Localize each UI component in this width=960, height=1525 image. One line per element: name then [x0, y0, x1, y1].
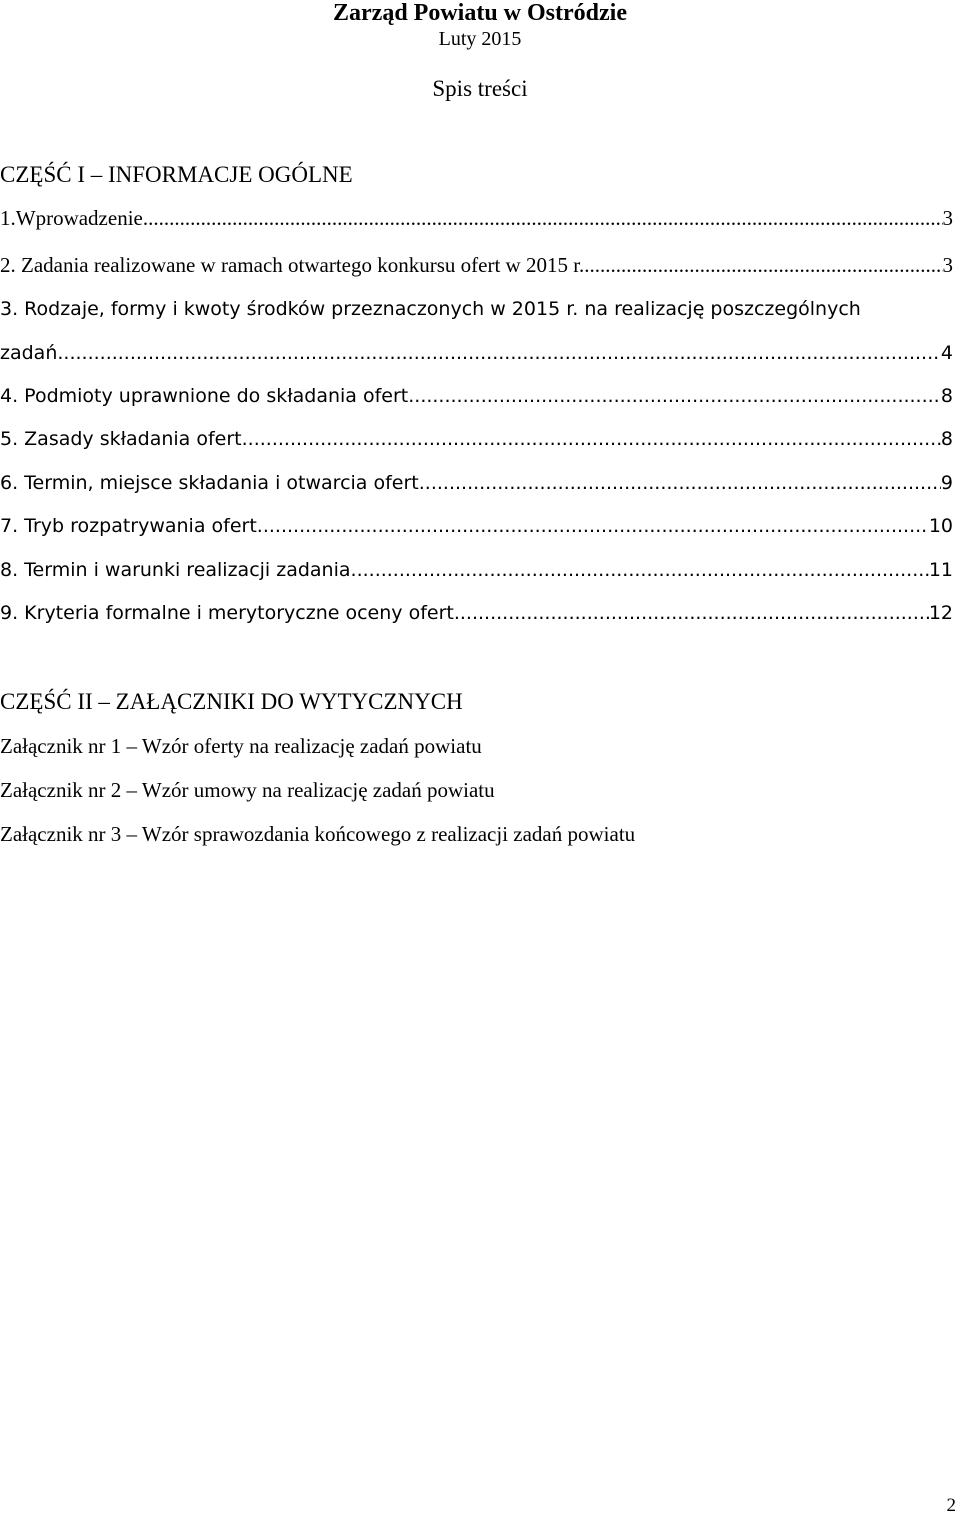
- toc-entry-page: 12: [928, 602, 953, 624]
- dot-leader: [454, 600, 929, 626]
- toc-entry-page: 3: [942, 253, 953, 277]
- toc-entry-deadline-place[interactable]: [0, 470, 953, 496]
- toc-entry-label: 2. Zadania realizowane w ramach otwartego konkursu ofert w 2015 r.: [0, 253, 585, 277]
- toc-entry-label: 5. Zasady składania ofert: [0, 428, 242, 450]
- toc-entry-evaluation-criteria[interactable]: [0, 600, 953, 626]
- toc-entry-page: 10: [928, 515, 953, 537]
- annex-1[interactable]: Załącznik nr 1 – Wzór oferty na realizację zadań powiatu: [0, 734, 482, 758]
- annex-2[interactable]: Załącznik nr 2 – Wzór umowy na realizację zadań powiatu: [0, 778, 495, 802]
- toc-entry-label: 9. Kryteria formalne i merytoryczne oceny ofert: [0, 602, 454, 624]
- toc-entry-label: 8. Termin i warunki realizacji zadania: [0, 559, 351, 581]
- toc-entry-page: 4: [940, 342, 953, 364]
- toc-entry-page: 9: [940, 472, 953, 494]
- dot-leader: [419, 470, 941, 496]
- toc-entry-funding-line1[interactable]: 3. Rodzaje, formy i kwoty środków przeznaczonych w 2015 r. na realizację poszczególnych: [0, 298, 861, 320]
- part2-heading: CZĘŚĆ II – ZAŁĄCZNIKI DO WYTYCZNYCH: [0, 689, 463, 714]
- toc-entry-label: 7. Tryb rozpatrywania ofert: [0, 515, 257, 537]
- toc-entry-label: 4. Podmioty uprawnione do składania ofert: [0, 385, 409, 407]
- dot-leader: [57, 340, 941, 366]
- toc-entry-submission-rules[interactable]: [0, 426, 953, 452]
- document-date: Luty 2015: [438, 28, 522, 50]
- toc-entry-funding-line2[interactable]: [0, 340, 953, 366]
- toc-entry-page: 11: [928, 559, 953, 581]
- toc-entry-tasks[interactable]: [0, 252, 953, 278]
- toc-entry-page: 8: [940, 428, 953, 450]
- part1-heading: CZĘŚĆ I – INFORMACJE OGÓLNE: [0, 162, 353, 187]
- dot-leader: [408, 383, 941, 409]
- page-number: 2: [946, 1495, 956, 1516]
- toc-entry-label: zadań: [0, 342, 58, 364]
- dot-leader: [143, 205, 943, 231]
- annex-3[interactable]: Załącznik nr 3 – Wzór sprawozdania końcowego z realizacji zadań powiatu: [0, 822, 636, 846]
- dot-leader: [584, 252, 942, 278]
- dot-leader: [257, 513, 929, 539]
- toc-heading: Spis treści: [432, 76, 528, 101]
- toc-entry-label: 1.Wprowadzenie: [0, 206, 143, 230]
- toc-entry-implementation-terms[interactable]: [0, 557, 953, 583]
- toc-entry-eligible-entities[interactable]: [0, 383, 953, 409]
- toc-entry-review-procedure[interactable]: [0, 513, 953, 539]
- toc-entry-page: 8: [940, 385, 953, 407]
- document-title: Zarząd Powiatu w Ostródzie: [333, 0, 627, 26]
- toc-entry-introduction[interactable]: [0, 205, 953, 231]
- dot-leader: [242, 426, 941, 452]
- dot-leader: [351, 557, 929, 583]
- toc-entry-page: 3: [942, 206, 953, 230]
- toc-entry-label: 6. Termin, miejsce składania i otwarcia ofert: [0, 472, 419, 494]
